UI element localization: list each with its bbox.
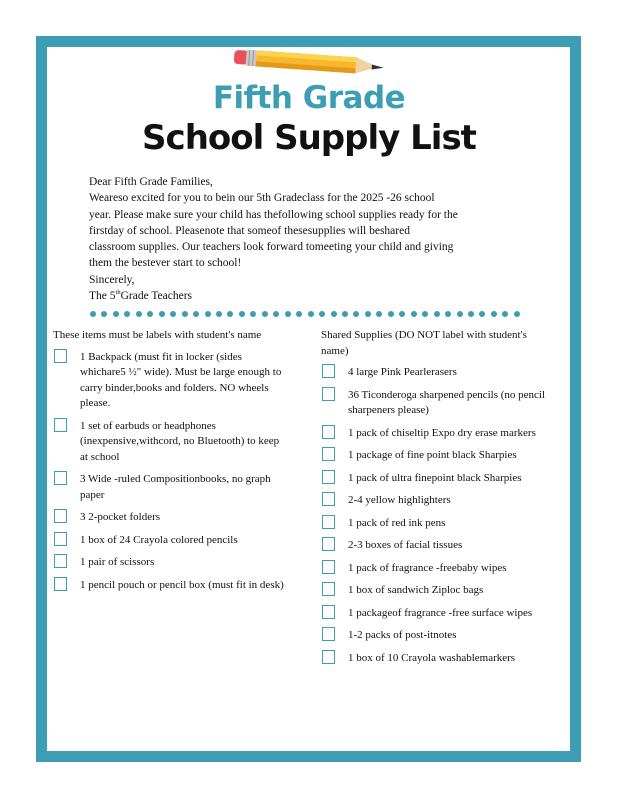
supply-list-item xyxy=(53,555,286,571)
supply-item-label: 1 pencil pouch or pencil box (must fit in desk) xyxy=(80,578,284,591)
letter-closing: Sincerely, xyxy=(89,273,135,286)
divider-dot xyxy=(216,311,222,317)
divider-dot xyxy=(262,311,268,317)
left-list-heading: These items must be labels with student's name xyxy=(53,329,262,341)
supply-list-item xyxy=(321,583,554,599)
dotted-divider xyxy=(90,310,520,318)
checkbox[interactable] xyxy=(322,650,335,664)
checkbox[interactable] xyxy=(322,515,335,529)
pencil-icon xyxy=(228,45,388,79)
divider-dot xyxy=(331,311,337,317)
checkbox[interactable] xyxy=(322,425,335,439)
divider-dot xyxy=(205,311,211,317)
supply-list-item xyxy=(321,471,554,487)
shared-supplies-column xyxy=(321,328,554,673)
checkbox[interactable] xyxy=(322,447,335,461)
supply-item-label: 2-3 boxes of facial tissues xyxy=(348,539,463,551)
checkbox[interactable] xyxy=(322,364,335,378)
letter-to-families xyxy=(89,174,521,304)
supply-list-item xyxy=(53,350,286,412)
supply-item-label: 1 packageof fragrance -free surface wipes xyxy=(348,606,533,619)
divider-dot xyxy=(376,311,382,317)
divider-dot xyxy=(365,311,371,317)
divider-dot xyxy=(308,311,314,317)
divider-dot xyxy=(468,311,474,317)
title-school-supply-list: School Supply List xyxy=(142,118,476,158)
divider-dot xyxy=(170,311,176,317)
divider-dot xyxy=(479,311,485,317)
supply-list-item xyxy=(53,510,286,526)
divider-dot xyxy=(182,311,188,317)
supply-item-label: 36 Ticonderoga sharpened pencils (no pencil sharpeners please) xyxy=(348,388,546,416)
checkbox[interactable] xyxy=(54,349,67,363)
divider-dot xyxy=(159,311,165,317)
divider-dot xyxy=(113,311,119,317)
checkbox[interactable] xyxy=(322,627,335,641)
supply-item-label: 1 Backpack (must fit in locker (sides whichare5 ½" wide). Must be large enough to carry binder,books and folders. NO wheels please. xyxy=(80,350,282,409)
supply-list-item xyxy=(321,426,554,442)
checkbox[interactable] xyxy=(322,605,335,619)
supply-item-label: 2-4 yellow highlighters xyxy=(348,494,451,506)
divider-dot xyxy=(457,311,463,317)
checkbox[interactable] xyxy=(54,418,67,432)
supply-item-label: 3 2-pocket folders xyxy=(80,511,161,523)
supply-item-label: 1 pack of red ink pens xyxy=(348,516,446,529)
letter-greeting: Dear Fifth Grade Families, xyxy=(89,176,213,188)
supply-list-item xyxy=(321,561,554,577)
checkbox[interactable] xyxy=(322,582,335,596)
student-label-items-column xyxy=(53,328,286,600)
divider-dot xyxy=(388,311,394,317)
letter-line: classroom supplies. Our teachers look forward tomeeting your child and giving xyxy=(89,241,454,254)
checkbox[interactable] xyxy=(322,387,335,401)
divider-dot xyxy=(239,311,245,317)
supply-item-label: 1 set of earbuds or headphones (inexpensive,withcord, no Bluetooth) to keep at school xyxy=(80,419,280,463)
supply-list-item xyxy=(321,606,554,622)
divider-dot xyxy=(124,311,130,317)
supply-item-label: 1 box of 10 Crayola washablemarkers xyxy=(348,651,516,664)
checkbox[interactable] xyxy=(322,537,335,551)
checkbox[interactable] xyxy=(54,471,67,485)
supply-item-label: 4 large Pink Pearlerasers xyxy=(348,366,457,378)
checkbox[interactable] xyxy=(322,560,335,574)
divider-dot xyxy=(193,311,199,317)
divider-dot xyxy=(296,311,302,317)
divider-dot xyxy=(90,311,96,317)
divider-dot xyxy=(136,311,142,317)
supply-list-item xyxy=(321,493,554,509)
divider-dot xyxy=(445,311,451,317)
divider-dot xyxy=(319,311,325,317)
divider-dot xyxy=(285,311,291,317)
supply-item-label: 3 Wide -ruled Compositionbooks, no graph paper xyxy=(80,473,271,501)
supply-list-item xyxy=(53,578,286,594)
checkbox[interactable] xyxy=(54,554,67,568)
divider-dot xyxy=(422,311,428,317)
supply-item-label: 1 box of sandwich Ziploc bags xyxy=(348,584,484,596)
divider-dot xyxy=(342,311,348,317)
letter-line: Weareso excited for you to bein our 5th Gradeclass for the 2025 -26 school xyxy=(89,192,435,205)
supply-list-item xyxy=(53,533,286,549)
supply-list-item xyxy=(321,365,554,381)
supply-item-label: 1 box of 24 Crayola colored pencils xyxy=(80,533,238,546)
supply-list-item xyxy=(321,448,554,464)
divider-dot xyxy=(411,311,417,317)
divider-dot xyxy=(353,311,359,317)
divider-dot xyxy=(227,311,233,317)
title-fifth-grade: Fifth Grade xyxy=(212,80,406,116)
divider-dot xyxy=(491,311,497,317)
supply-list-item xyxy=(321,538,554,554)
checkbox[interactable] xyxy=(54,509,67,523)
letter-line: year. Please make sure your child has thefollowing school supplies ready for the xyxy=(89,208,458,221)
right-list-heading: Shared Supplies (DO NOT label with student's name) xyxy=(321,329,527,357)
supply-list-item xyxy=(321,628,554,644)
divider-dot xyxy=(399,311,405,317)
supply-item-label: 1 pack of ultra finepoint black Sharpies xyxy=(348,471,522,484)
supply-item-label: 1 package of fine point black Sharpies xyxy=(348,449,517,461)
supply-list-item xyxy=(321,388,554,419)
divider-dot xyxy=(250,311,256,317)
letter-signature: The 5thGrade Teachers xyxy=(89,289,193,303)
checkbox[interactable] xyxy=(322,492,335,506)
divider-dot xyxy=(273,311,279,317)
supply-list-item xyxy=(53,472,286,503)
supply-item-label: 1 pack of fragrance -freebaby wipes xyxy=(348,561,507,574)
checkbox[interactable] xyxy=(54,532,67,546)
letter-line: them the bestever start to school! xyxy=(89,257,242,270)
divider-dot xyxy=(434,311,440,317)
checkbox[interactable] xyxy=(322,470,335,484)
divider-dot xyxy=(101,311,107,317)
supply-list-item xyxy=(321,516,554,532)
supply-list-item xyxy=(321,651,554,667)
letter-line: firstday of school. Pleasenote that someof thesesupplies will beshared xyxy=(89,224,410,237)
divider-dot xyxy=(514,311,520,317)
checkbox[interactable] xyxy=(54,577,67,591)
divider-dot xyxy=(147,311,153,317)
supply-item-label: 1 pair of scissors xyxy=(80,556,155,568)
supply-item-label: 1 pack of chiseltip Expo dry erase markers xyxy=(348,426,536,439)
supply-item-label: 1-2 packs of post-itnotes xyxy=(348,629,457,641)
divider-dot xyxy=(502,311,508,317)
supply-list-item xyxy=(53,419,286,466)
